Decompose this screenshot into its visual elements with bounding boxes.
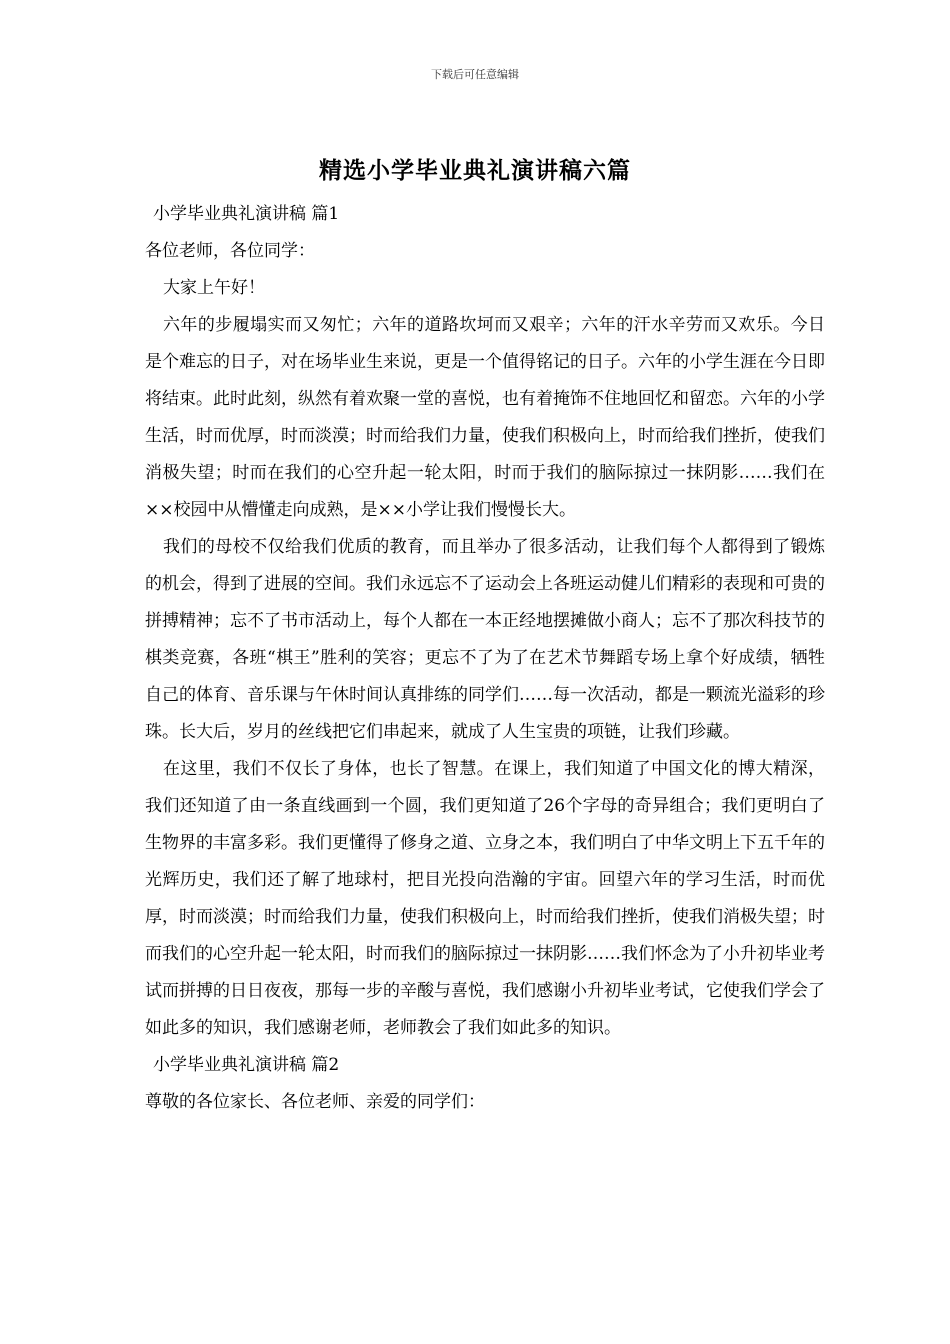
header-note: 下载后可任意编辑 [431, 68, 519, 81]
document-title: 精选小学毕业典礼演讲稿六篇 [319, 157, 631, 184]
section-2-heading: 小学毕业典礼演讲稿 篇2 [153, 1055, 340, 1075]
section-2-salutation: 尊敬的各位家长、各位老师、亲爱的同学们： [145, 1092, 485, 1112]
section-1-salutation: 各位老师，各位同学： [145, 241, 315, 261]
section-1-greeting: 大家上午好！ [163, 278, 265, 298]
section-1-paragraph-2: 我们的母校不仅给我们优质的教育，而且举办了很多活动，让我们每个人都得到了锻炼的机会，得到了进展的空间。我们永远忘不了运动会上各班运动健儿们精彩的表现和可贵的拼搏精神；忘不了书市活动上，每个人都在一本正经地摆摊做小商人；忘不了那次科技节的棋类竞赛，各班“棋王”胜利的笑容；更忘不了为了在艺术节舞蹈专场上拿个好成绩，牺牲自己的体育、音乐课与午休时间认真排练的同学们……每一次活动，都是一颗流光溢彩的珍珠。长大后，岁月的丝线把它们串起来，就成了人生宝贵的项链，让我们珍藏。 [145, 537, 825, 742]
document-body [145, 196, 825, 1121]
section-1-paragraph-1: 六年的步履塌实而又匆忙；六年的道路坎坷而又艰辛；六年的汗水辛劳而又欢乐。今日是个难忘的日子，对在场毕业生来说，更是一个值得铭记的日子。六年的小学生涯在今日即将结束。此时此刻，纵然有着欢聚一堂的喜悦，也有着掩饰不住地回忆和留恋。六年的小学生活，时而优厚，时而淡漠；时而给我们力量，使我们积极向上，时而给我们挫折，使我们消极失望；时而在我们的心空升起一轮太阳，时而于我们的脑际掠过一抹阴影……我们在××校园中从懵懂走向成熟，是××小学让我们慢慢长大。 [145, 315, 825, 520]
section-1-heading: 小学毕业典礼演讲稿 篇1 [153, 204, 340, 224]
section-1-paragraph-3: 在这里，我们不仅长了身体，也长了智慧。在课上，我们知道了中国文化的博大精深，我们还知道了由一条直线画到一个圆，我们更知道了26个字母的奇异组合；我们更明白了生物界的丰富多彩。我们更懂得了修身之道、立身之本，我们明白了中华文明上下五千年的光辉历史，我们还了解了地球村，把目光投向浩瀚的宇宙。回望六年的学习生活，时而优厚，时而淡漠；时而给我们力量，使我们积极向上，时而给我们挫折，使我们消极失望；时而我们的心空升起一轮太阳，时而我们的脑际掠过一抹阴影……我们怀念为了小升初毕业考试而拼搏的日日夜夜，那每一步的辛酸与喜悦，我们感谢小升初毕业考试，它使我们学会了如此多的知识，我们感谢老师，老师教会了我们如此多的知识。 [145, 759, 825, 1038]
